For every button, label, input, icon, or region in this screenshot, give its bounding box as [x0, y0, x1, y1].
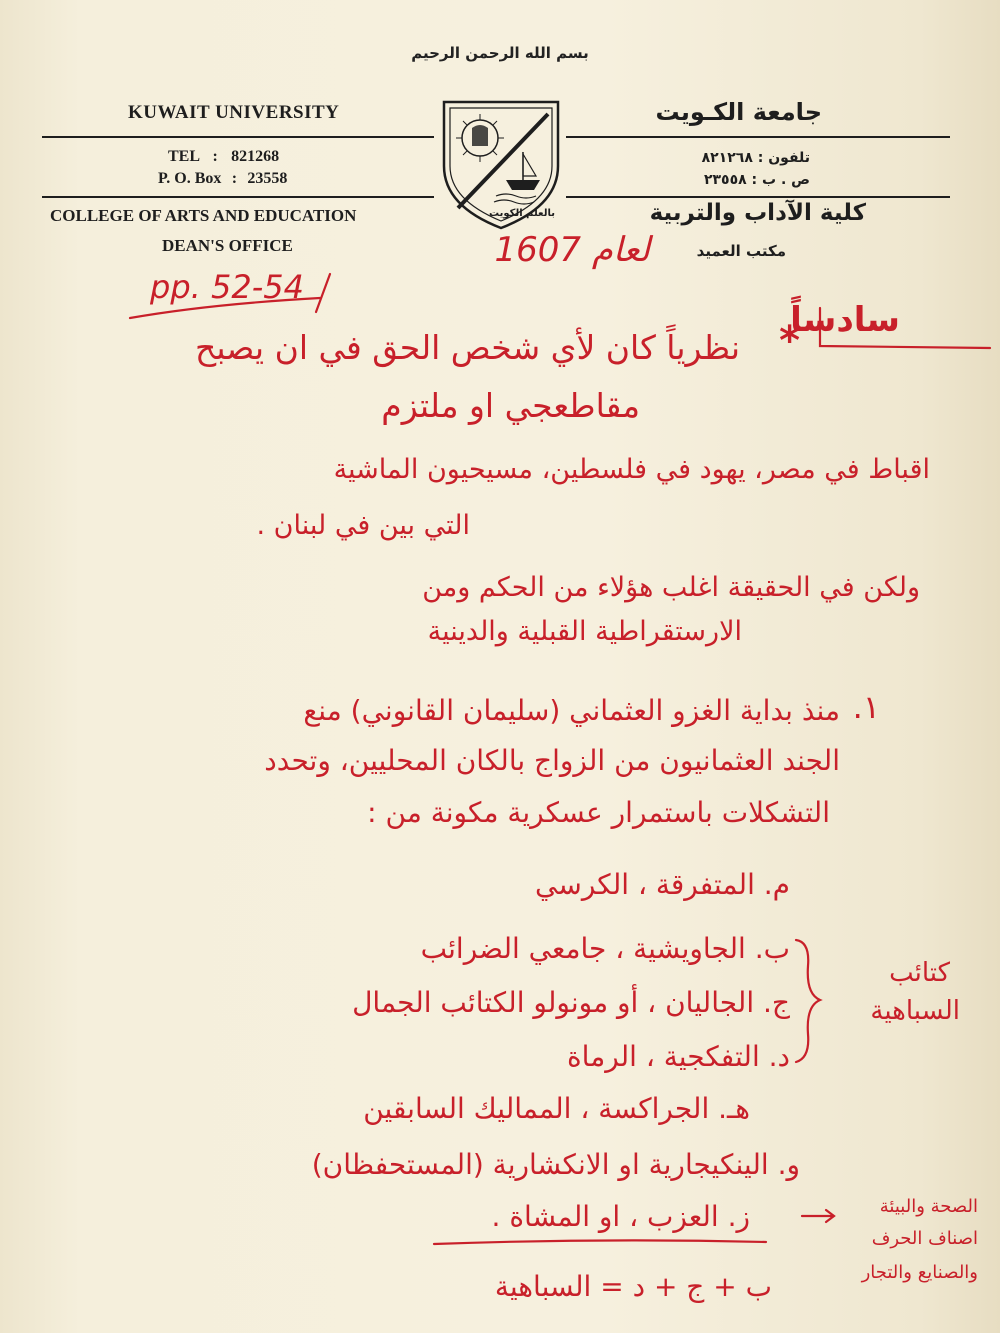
- tel-label: TEL: [168, 148, 200, 165]
- list-item: ز. العزب ، او المشاة .: [491, 1200, 750, 1233]
- bracket-label-line-1: كتائب: [889, 958, 950, 988]
- handwritten-pages-note: pp. 52-54: [150, 268, 304, 306]
- seal-inscription: بالعلم الكويت: [489, 208, 555, 219]
- paragraph-line-1: نظرياً كان لأي شخص الحق في ان يصبح: [195, 328, 740, 367]
- arrow-right-icon: [800, 1206, 840, 1226]
- college-name-en: COLLEGE OF ARTS AND EDUCATION: [50, 206, 357, 225]
- tel-separator: :: [212, 148, 218, 165]
- list-item: هـ. الجراكسة ، المماليك السابقين: [363, 1092, 750, 1125]
- paragraph-line-4: التي بين في لبنان .: [256, 510, 470, 541]
- side-note-line-2: اصناف الحرف: [871, 1228, 978, 1249]
- paragraph-line-2: مقاطعجي او ملتزم: [381, 386, 640, 425]
- handwritten-date-note: لعام 1607: [494, 230, 650, 270]
- bracket-label-line-2: السباهية: [870, 996, 960, 1026]
- list-item: م. المتفرقة ، الكرسي: [535, 868, 790, 901]
- tel-line-ar: تلفون : ٨٢١٢٦٨: [701, 150, 810, 166]
- office-name-ar: مكتب العميد: [696, 242, 786, 260]
- university-name-en: KUWAIT UNIVERSITY: [128, 102, 340, 123]
- side-note-line-1: الصحة والبيئة: [879, 1196, 978, 1217]
- section-title-box: [806, 300, 996, 356]
- pobox-label: P. O. Box: [158, 170, 222, 187]
- side-note-line-3: والصنايع والتجار: [861, 1262, 978, 1283]
- point-one-line-2: الجند العثمانيون من الزواج بالكان المحليين، وتحدد: [264, 744, 840, 777]
- bottom-equation: ب + ج + د = السباهية: [494, 1270, 772, 1303]
- point-one-line-3: التشكلات باستمرار عسكرية مكونة من :: [367, 796, 830, 829]
- pobox-number: 23558: [247, 170, 288, 187]
- header-rule-left-top: [42, 136, 434, 138]
- list-item: و. الينكيجارية او الانكشارية (المستحفظان): [311, 1148, 800, 1181]
- college-name-ar: كلية الآداب والتربية: [649, 200, 866, 226]
- tel-number: 821268: [231, 148, 280, 165]
- list-item: ب. الجاويشية ، جامعي الضرائب: [420, 932, 790, 965]
- pobox-separator: :: [231, 170, 238, 187]
- university-name-ar: جامعة الكـويت: [655, 98, 822, 126]
- header-rule-right-bottom: [566, 196, 950, 198]
- pobox-line-ar: ص . ب : ٢٣٥٥٨: [703, 172, 810, 188]
- tel-line-en: [168, 148, 279, 166]
- list-item: د. التفكجية ، الرماة: [567, 1040, 790, 1073]
- point-one-number: ١.: [852, 688, 880, 726]
- list-item: ج. الجاليان ، أو مونولو الكتائب الجمال: [352, 986, 790, 1019]
- basmala: بسم الله الرحمن الرحيم: [411, 44, 589, 62]
- paragraph-line-3: اقباط في مصر، يهود في فلسطين، مسيحيون الماشية: [333, 454, 930, 485]
- curly-bracket-icon: [788, 936, 828, 1066]
- paragraph-line-6: الارستقراطية القبلية والدينية: [427, 616, 742, 647]
- section-title: سادساً: [790, 300, 900, 340]
- paragraph-line-5: ولكن في الحقيقة اغلب هؤلاء من الحكم ومن: [422, 572, 920, 603]
- list-item-underline: [430, 1234, 770, 1254]
- office-name-en: DEAN'S OFFICE: [162, 236, 293, 255]
- header-rule-left-bottom: [42, 196, 434, 198]
- header-rule-right-top: [566, 136, 950, 138]
- pobox-line-en: [158, 170, 287, 188]
- pages-note-underline: [120, 268, 340, 328]
- section-star: *: [779, 318, 800, 364]
- university-seal-icon: [436, 96, 566, 234]
- point-one-line-1: منذ بداية الغزو العثماني (سليمان القانوني) منع: [303, 694, 840, 727]
